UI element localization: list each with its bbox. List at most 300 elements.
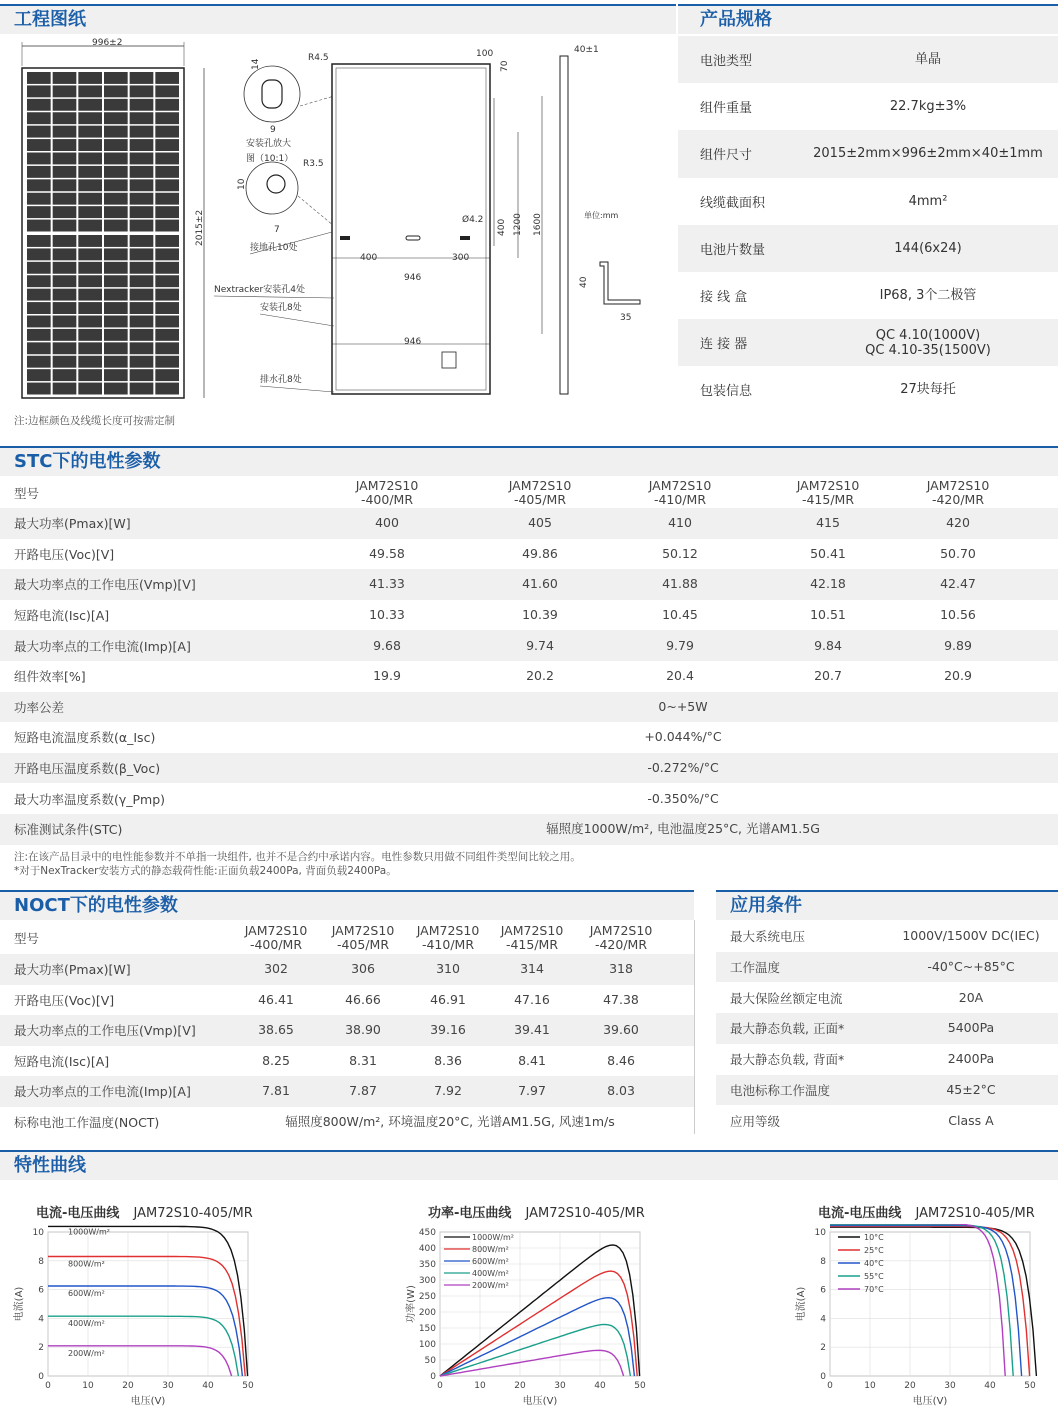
solar-cell <box>78 262 102 274</box>
chart-title-main: 功率-电压曲线 <box>428 1206 512 1221</box>
spec-row <box>678 272 1058 319</box>
stc-cell: 42.47 <box>940 576 976 592</box>
solar-cell <box>104 206 128 218</box>
solar-cell <box>155 369 179 381</box>
stc-row-label: 开路电压(Voc)[V] <box>14 546 115 562</box>
solar-cell <box>27 112 51 124</box>
stc-cell: 10.45 <box>662 607 698 623</box>
nextracker-label: Nextracker安装孔4处 <box>214 285 305 295</box>
x-tick-label: 30 <box>162 1381 174 1391</box>
dim-400b: 400 <box>497 218 507 236</box>
solar-cell <box>27 206 51 218</box>
stc-cell: 405 <box>528 515 552 531</box>
app-value: -40°C~+85°C <box>927 959 1015 975</box>
app-label: 最大静态负载, 背面* <box>730 1052 845 1068</box>
spec-label: 组件重量 <box>700 101 753 117</box>
x-tick-label: 0 <box>45 1381 51 1391</box>
dim-r35: R3.5 <box>303 159 324 169</box>
stc-note-1: 注:在该产品目录中的电性能参数并不单指一块组件, 也并不是合约中承诺内容。电性参数只用做不同组件类型间比较之用。 <box>14 851 581 863</box>
chart-title <box>818 1202 1035 1221</box>
solar-cell <box>130 316 154 328</box>
section-header-noct: NOCT下的电性参数 <box>0 890 694 920</box>
spec-label: 线缆截面积 <box>700 195 766 211</box>
stc-cell: 9.74 <box>526 637 554 653</box>
solar-cell <box>104 289 128 301</box>
spec-row <box>678 366 1058 413</box>
unit-label: 单位:mm <box>584 211 619 220</box>
solar-cell <box>104 383 128 395</box>
model-name: JAM72S10 -405/MR <box>508 478 572 507</box>
noct-row-label: 最大功率点的工作电压(Vmp)[V] <box>14 1023 196 1039</box>
chart-plot <box>790 1224 1050 1414</box>
dim-40: 40 <box>579 276 589 288</box>
x-axis-label: 电压(V) <box>522 1396 558 1407</box>
solar-cell <box>27 356 51 368</box>
spec-label: 接 线 盒 <box>700 290 748 306</box>
stc-cell: 10.56 <box>940 607 976 623</box>
legend-label: 200W/m² <box>472 1281 509 1290</box>
stc-cell: 410 <box>668 515 692 531</box>
y-tick-label: 10 <box>32 1228 44 1238</box>
solar-cell <box>78 99 102 111</box>
model-name: JAM72S10 -400/MR <box>244 923 308 952</box>
app-label: 电池标称工作温度 <box>730 1082 831 1098</box>
solar-cell <box>104 262 128 274</box>
stc-row <box>0 539 1058 570</box>
stc-cell: 41.60 <box>522 576 558 592</box>
dim-100: 100 <box>476 49 494 59</box>
y-tick-label: 8 <box>820 1256 826 1267</box>
solar-cell <box>53 85 77 97</box>
chart-title <box>428 1202 645 1221</box>
solar-cell <box>53 99 77 111</box>
y-tick-label: 0 <box>430 1372 436 1382</box>
stc-cell: 9.89 <box>944 637 972 653</box>
noct-row <box>0 1107 694 1138</box>
noct-cell: 7.92 <box>434 1083 462 1099</box>
panel-back-view <box>332 49 543 394</box>
stc-row <box>0 783 1058 814</box>
stc-row-label: 短路电流(Isc)[A] <box>14 608 110 624</box>
dim-height: 2015±2 <box>195 209 205 246</box>
spec-value: 2015±2mm×996±2mm×40±1mm <box>813 146 1043 162</box>
noct-cell: 39.60 <box>603 1022 639 1038</box>
chart-subtitle: JAM72S10-405/MR <box>129 1206 253 1221</box>
solar-cell <box>104 139 128 151</box>
solar-cell <box>53 112 77 124</box>
stc-row-label: 最大功率温度系数(γ_Pmp) <box>14 791 166 807</box>
x-tick-label: 20 <box>122 1381 134 1391</box>
noct-cell: 8.46 <box>607 1052 635 1068</box>
stc-row-label: 组件效率[%] <box>14 669 86 685</box>
app-row <box>716 921 1058 952</box>
dim-400a: 400 <box>360 253 378 263</box>
dim-35: 35 <box>620 313 632 323</box>
spec-value: QC 4.10(1000V) QC 4.10-35(1500V) <box>865 327 991 358</box>
noct-cell: 46.91 <box>430 991 466 1007</box>
stc-row-label: 最大功率(Pmax)[W] <box>14 516 131 532</box>
drain-hole-label: 排水孔8处 <box>260 375 302 385</box>
solar-cell <box>27 139 51 151</box>
app-value: Class A <box>948 1112 994 1128</box>
solar-cell <box>155 356 179 368</box>
stc-row <box>0 722 1058 753</box>
noct-table <box>0 920 694 1138</box>
chart-subtitle: JAM72S10-405/MR <box>521 1206 645 1221</box>
solar-cell <box>78 329 102 341</box>
model-name: JAM72S10 -410/MR <box>648 478 712 507</box>
solar-cell <box>155 153 179 165</box>
x-tick-label: 30 <box>944 1381 956 1391</box>
solar-cell <box>155 166 179 178</box>
y-tick-label: 6 <box>38 1285 44 1296</box>
solar-cell <box>130 248 154 260</box>
stc-cell: 49.86 <box>522 545 558 561</box>
y-axis-label: 电流(A) <box>14 1286 25 1322</box>
solar-cell <box>155 342 179 354</box>
ground-hole-label: 接地孔10处 <box>250 243 298 253</box>
chart-title-main: 电流-电压曲线 <box>818 1206 902 1221</box>
noct-row-label: 最大功率(Pmax)[W] <box>14 962 131 978</box>
stc-cell: 10.33 <box>369 607 405 623</box>
solar-cell <box>104 126 128 138</box>
y-tick-label: 6 <box>820 1285 826 1296</box>
dim-9: 9 <box>270 125 276 135</box>
model-name: JAM72S10 -420/MR <box>589 923 653 952</box>
dim-width: 996±2 <box>92 38 123 48</box>
solar-cell <box>155 139 179 151</box>
panel-front-view <box>22 38 205 398</box>
model-name: JAM72S10 -420/MR <box>926 478 990 507</box>
divider <box>694 920 695 1134</box>
legend-label: 25°C <box>864 1246 884 1255</box>
solar-cell <box>130 329 154 341</box>
dim-40w: 40±1 <box>574 45 599 55</box>
solar-cell <box>130 85 154 97</box>
x-axis-label: 电压(V) <box>912 1396 948 1407</box>
solar-cell <box>27 235 51 247</box>
spec-label: 电池片数量 <box>700 242 766 258</box>
y-tick-label: 0 <box>38 1372 44 1382</box>
spec-label: 连 接 器 <box>700 337 748 353</box>
solar-cell <box>53 289 77 301</box>
solar-cell <box>78 383 102 395</box>
spec-label: 组件尺寸 <box>700 148 753 164</box>
solar-cell <box>27 383 51 395</box>
noct-cell: 310 <box>436 961 460 977</box>
spec-value: 22.7kg±3% <box>889 99 967 115</box>
stc-cell: 19.9 <box>373 668 401 684</box>
stc-cell: 20.9 <box>944 668 972 684</box>
legend-label: 40°C <box>864 1259 884 1268</box>
solar-cell <box>155 262 179 274</box>
stc-cell: 10.51 <box>810 607 846 623</box>
app-row <box>716 982 1058 1013</box>
solar-cell <box>130 289 154 301</box>
x-tick-label: 0 <box>827 1381 833 1391</box>
solar-cell <box>155 72 179 84</box>
solar-cell <box>130 356 154 368</box>
spec-value: 144(6x24) <box>894 240 962 256</box>
spec-row <box>678 225 1058 272</box>
spec-row <box>678 83 1058 130</box>
solar-cell <box>78 342 102 354</box>
y-tick-label: 100 <box>418 1340 436 1350</box>
solar-cell <box>155 206 179 218</box>
stc-merged-cell: 0~+5W <box>658 698 708 714</box>
noct-header-row <box>0 920 694 956</box>
noct-row <box>0 954 694 985</box>
spec-value: 单晶 <box>914 52 941 68</box>
stc-row-label: 短路电流温度系数(α_Isc) <box>14 730 156 746</box>
noct-merged-cell: 辐照度800W/m², 环境温度20°C, 光谱AM1.5G, 风速1m/s <box>285 1113 615 1129</box>
x-tick-label: 40 <box>202 1381 214 1391</box>
solar-cell <box>53 342 77 354</box>
solar-cell <box>53 193 77 205</box>
solar-cell <box>78 235 102 247</box>
solar-cell <box>53 262 77 274</box>
solar-cell <box>53 126 77 138</box>
solar-cell <box>78 316 102 328</box>
app-table <box>716 920 1058 1138</box>
app-row <box>716 1075 1058 1106</box>
solar-cell <box>130 179 154 191</box>
y-tick-label: 50 <box>424 1356 436 1366</box>
solar-cell <box>104 153 128 165</box>
noct-row <box>0 1046 694 1077</box>
y-tick-label: 300 <box>418 1276 436 1286</box>
legend-label: 1000W/m² <box>68 1227 110 1237</box>
solar-cell <box>130 99 154 111</box>
stc-row <box>0 692 1058 723</box>
solar-cell <box>130 342 154 354</box>
spec-row <box>678 319 1058 366</box>
solar-cell <box>104 356 128 368</box>
solar-cell <box>130 262 154 274</box>
solar-cell <box>78 289 102 301</box>
solar-cell <box>155 220 179 232</box>
stc-cell: 41.33 <box>369 576 405 592</box>
solar-cell <box>130 112 154 124</box>
app-value: 1000V/1500V DC(IEC) <box>902 928 1040 944</box>
stc-merged-cell: +0.044%/°C <box>644 729 722 745</box>
legend-label: 600W/m² <box>68 1289 105 1298</box>
x-tick-label: 30 <box>554 1381 566 1391</box>
section-header-curves: 特性曲线 <box>0 1150 1058 1180</box>
y-tick-label: 250 <box>418 1292 436 1302</box>
model-name: JAM72S10 -400/MR <box>355 478 419 507</box>
spec-row <box>678 178 1058 225</box>
legend-label: 200W/m² <box>68 1348 105 1358</box>
solar-cell <box>155 99 179 111</box>
spec-value: 4mm² <box>908 193 948 209</box>
app-label: 工作温度 <box>730 960 781 976</box>
legend-label: 600W/m² <box>472 1257 509 1266</box>
solar-cell <box>155 85 179 97</box>
chart-plot <box>8 1224 268 1414</box>
solar-cell <box>104 193 128 205</box>
x-tick-label: 10 <box>82 1381 94 1391</box>
solar-cell <box>27 262 51 274</box>
solar-cell <box>130 235 154 247</box>
stc-cell: 41.88 <box>662 576 698 592</box>
noct-cell: 38.65 <box>258 1022 294 1038</box>
noct-cell: 7.81 <box>262 1083 290 1099</box>
stc-cell: 10.39 <box>522 607 558 623</box>
noct-cell: 46.66 <box>345 991 381 1007</box>
spec-value: IP68, 3个二极管 <box>879 288 977 304</box>
solar-cell <box>78 369 102 381</box>
noct-row-label: 标称电池工作温度(NOCT) <box>14 1114 160 1130</box>
solar-cell <box>78 356 102 368</box>
solar-cell <box>130 193 154 205</box>
solar-cell <box>104 72 128 84</box>
solar-cell <box>104 166 128 178</box>
y-tick-label: 4 <box>38 1314 44 1325</box>
solar-cell <box>155 126 179 138</box>
stc-row-label: 开路电压温度系数(β_Voc) <box>14 761 161 777</box>
chart-plot <box>400 1224 660 1414</box>
solar-cell <box>27 72 51 84</box>
app-row <box>716 1105 1058 1136</box>
solar-cell <box>104 302 128 314</box>
legend-label: 400W/m² <box>472 1269 509 1278</box>
legend-label: 400W/m² <box>68 1319 105 1329</box>
noct-cell: 39.16 <box>430 1022 466 1038</box>
solar-cell <box>27 248 51 260</box>
x-tick-label: 40 <box>594 1381 606 1391</box>
solar-cell <box>78 139 102 151</box>
solar-cell <box>53 302 77 314</box>
solar-cell <box>155 275 179 287</box>
solar-cell <box>27 329 51 341</box>
legend-label: 800W/m² <box>68 1259 105 1269</box>
noct-cell: 8.25 <box>262 1052 290 1068</box>
stc-row <box>0 569 1058 600</box>
y-tick-label: 450 <box>418 1228 436 1238</box>
solar-cell <box>155 248 179 260</box>
solar-cell <box>130 166 154 178</box>
stc-note-2: *对于NexTracker安装方式的静态载荷性能:正面负载2400Pa, 背面负载2400Pa。 <box>14 865 397 877</box>
model-name: JAM72S10 -415/MR <box>500 923 564 952</box>
stc-cell: 50.70 <box>940 545 976 561</box>
y-axis-label: 功率(W) <box>406 1285 417 1323</box>
stc-header-row <box>0 476 1058 510</box>
noct-cell: 314 <box>520 961 544 977</box>
solar-cell <box>155 235 179 247</box>
noct-cell: 302 <box>264 961 288 977</box>
solar-cell <box>130 383 154 395</box>
stc-cell: 20.2 <box>526 668 554 684</box>
dim-14: 14 <box>251 58 261 70</box>
solar-cell <box>130 275 154 287</box>
solar-cell <box>104 342 128 354</box>
spec-value: 27块每托 <box>900 382 956 398</box>
y-tick-label: 2 <box>820 1343 826 1354</box>
stc-cell: 20.7 <box>814 668 842 684</box>
legend-label: 10°C <box>864 1233 884 1242</box>
x-tick-label: 20 <box>514 1381 526 1391</box>
noct-row-label: 短路电流(Isc)[A] <box>14 1053 110 1069</box>
y-axis-label: 电流(A) <box>796 1286 807 1322</box>
stc-cell: 49.58 <box>369 545 405 561</box>
stc-row <box>0 661 1058 692</box>
chart-title-main: 电流-电压曲线 <box>36 1206 120 1221</box>
solar-cell <box>27 220 51 232</box>
mount-hole-label: 安装孔8处 <box>260 303 302 313</box>
noct-row <box>0 985 694 1016</box>
stc-row-label: 最大功率点的工作电流(Imp)[A] <box>14 638 191 654</box>
stc-cell: 42.18 <box>810 576 846 592</box>
solar-cell <box>53 179 77 191</box>
x-axis-label: 电压(V) <box>130 1396 166 1407</box>
dim-70: 70 <box>500 60 510 72</box>
solar-cell <box>27 275 51 287</box>
y-tick-label: 200 <box>418 1308 436 1318</box>
noct-cell: 47.16 <box>514 991 550 1007</box>
stc-cell: 400 <box>375 515 399 531</box>
spec-table <box>678 36 1058 424</box>
solar-cell <box>78 153 102 165</box>
legend-label: 70°C <box>864 1285 884 1294</box>
solar-cell <box>104 329 128 341</box>
x-tick-label: 40 <box>984 1381 996 1391</box>
solar-cell <box>104 275 128 287</box>
solar-cell <box>130 126 154 138</box>
stc-merged-cell: -0.350%/°C <box>647 790 719 806</box>
section-header-drawing: 工程图纸 <box>0 4 676 34</box>
model-name: JAM72S10 -405/MR <box>331 923 395 952</box>
x-tick-label: 50 <box>1024 1381 1036 1391</box>
solar-cell <box>155 302 179 314</box>
solar-cell <box>130 153 154 165</box>
solar-cell <box>78 72 102 84</box>
solar-cell <box>53 166 77 178</box>
solar-cell <box>53 153 77 165</box>
y-tick-label: 400 <box>418 1244 436 1254</box>
solar-cell <box>130 139 154 151</box>
stc-cell: 9.79 <box>666 637 694 653</box>
solar-cell <box>78 112 102 124</box>
solar-cell <box>155 179 179 191</box>
app-label: 最大静态负载, 正面* <box>730 1021 845 1037</box>
solar-cell <box>155 112 179 124</box>
solar-cell <box>104 85 128 97</box>
x-tick-label: 0 <box>437 1381 443 1391</box>
solar-cell <box>78 179 102 191</box>
stc-cell: 20.4 <box>666 668 694 684</box>
dim-300: 300 <box>452 253 470 263</box>
noct-cell: 7.97 <box>518 1083 546 1099</box>
stc-cell: 415 <box>816 515 840 531</box>
dim-r45: R4.5 <box>308 53 329 63</box>
x-tick-label: 50 <box>242 1381 254 1391</box>
solar-cell <box>27 166 51 178</box>
noct-row <box>0 1015 694 1046</box>
drawing-note: 注:边框颜色及线缆长度可按需定制 <box>14 415 176 427</box>
x-tick-label: 20 <box>904 1381 916 1391</box>
dim-d42: Ø4.2 <box>462 215 484 225</box>
stc-row <box>0 753 1058 784</box>
app-value: 5400Pa <box>947 1020 995 1036</box>
model-name: JAM72S10 -410/MR <box>416 923 480 952</box>
solar-cell <box>130 206 154 218</box>
solar-cell <box>155 383 179 395</box>
solar-cell <box>104 112 128 124</box>
solar-cell <box>27 153 51 165</box>
solar-cell <box>53 329 77 341</box>
engineering-drawing <box>0 36 676 436</box>
